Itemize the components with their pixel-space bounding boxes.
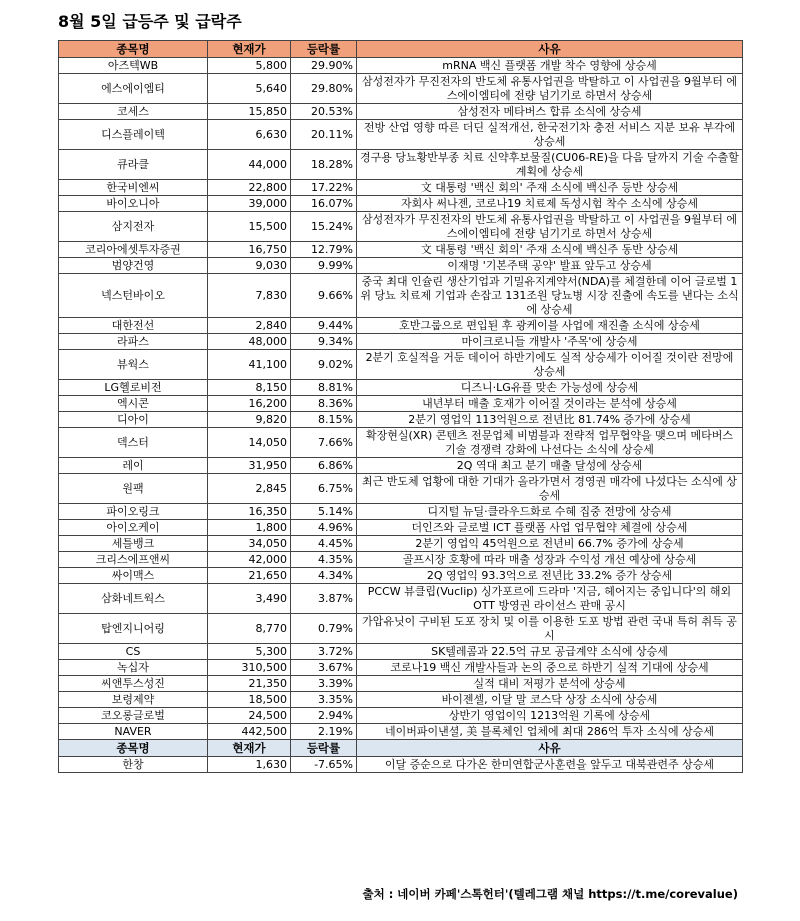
cell-reason: 2분기 호실적을 거둔 데이어 하반기에도 실적 상승세가 이어질 것이란 전망에 상승세 [357,350,743,380]
table-row [59,396,743,412]
cell-name: 에스에이엠티 [59,74,208,104]
cell-price: 5,300 [208,644,291,660]
cell-name: LG헬로비전 [59,380,208,396]
cell-change: 9.44% [291,318,357,334]
table-row [59,692,743,708]
cell-change: 2.19% [291,724,357,740]
cell-change: 4.96% [291,520,357,536]
cell-change: 29.90% [291,58,357,74]
cell-price: 1,800 [208,520,291,536]
cell-reason: 바이젠셀, 이달 말 코스닥 상장 소식에 상승세 [357,692,743,708]
fall-header-row [59,740,743,757]
cell-name: 원팩 [59,474,208,504]
table-row [59,180,743,196]
cell-change: 9.66% [291,274,357,318]
cell-name: NAVER [59,724,208,740]
cell-reason: 삼성전자가 무진전자의 반도체 유통사업권을 박탈하고 이 사업권을 9월부터 에스에이엠티에 전량 넘기기로 하면서 상승세 [357,74,743,104]
cell-change: 17.22% [291,180,357,196]
table-row [59,474,743,504]
cell-name: 뷰웍스 [59,350,208,380]
cell-price: 44,000 [208,150,291,180]
cell-name: 대한전선 [59,318,208,334]
table-row [59,380,743,396]
cell-price: 5,800 [208,58,291,74]
cell-change: 9.99% [291,258,357,274]
cell-reason: 디지털 뉴딜·클라우드화로 수혜 집중 전망에 상승세 [357,504,743,520]
table-row [59,708,743,724]
cell-change: 8.15% [291,412,357,428]
cell-name: 라파스 [59,334,208,350]
cell-change: 3.87% [291,584,357,614]
cell-change: 9.34% [291,334,357,350]
fall-rows [59,740,743,773]
fall-header-price: 현재가 [208,740,291,757]
cell-change: 3.39% [291,676,357,692]
table-row [59,196,743,212]
rise-rows [59,58,743,740]
table-row [59,644,743,660]
cell-price: 2,840 [208,318,291,334]
cell-name: 코오롱글로벌 [59,708,208,724]
cell-name: 싸이맥스 [59,568,208,584]
table-row [59,568,743,584]
cell-name: 큐라클 [59,150,208,180]
cell-reason: 호반그룹으로 편입된 후 광케이블 사업에 재진출 소식에 상승세 [357,318,743,334]
cell-name: 바이오니아 [59,196,208,212]
table-row [59,242,743,258]
table-row [59,724,743,740]
cell-name: 삼지전자 [59,212,208,242]
fall-header-reason: 사유 [357,740,743,757]
cell-name: 보령제약 [59,692,208,708]
table-row [59,350,743,380]
table-row [59,520,743,536]
table-row [59,428,743,458]
cell-reason: 2Q 영업익 93.3억으로 전년比 33.2% 증가 상승세 [357,568,743,584]
table-row [59,274,743,318]
cell-reason: 코로나19 백신 개발사들과 논의 중으로 하반기 실적 기대에 상승세 [357,660,743,676]
table-row [59,458,743,474]
table-row [59,74,743,104]
cell-name: 녹십자 [59,660,208,676]
cell-name: 범양건영 [59,258,208,274]
cell-reason: 文 대통령 '백신 회의' 주재 소식에 백신주 동반 상승세 [357,242,743,258]
table-row [59,150,743,180]
cell-name: 삼화네트웍스 [59,584,208,614]
header-price: 현재가 [208,41,291,58]
cell-price: 21,650 [208,568,291,584]
cell-change: 29.80% [291,74,357,104]
cell-name: 디아이 [59,412,208,428]
cell-name: 탑엔지니어링 [59,614,208,644]
cell-name: 코세스 [59,104,208,120]
cell-reason: mRNA 백신 플랫폼 개발 착수 영향에 상승세 [357,58,743,74]
cell-reason: 가압유닛이 구비된 도포 장치 및 이를 이용한 도포 방법 관련 국내 특허 취득 공시 [357,614,743,644]
cell-price: 9,820 [208,412,291,428]
cell-reason: 마이크로니들 개발사 '주목'에 상승세 [357,334,743,350]
cell-price: 16,750 [208,242,291,258]
fall-header-name: 종목명 [59,740,208,757]
table-row [59,536,743,552]
table-row [59,334,743,350]
cell-price: 16,350 [208,504,291,520]
cell-reason: 전방 산업 영향 따른 더딘 실적개선, 한국전기차 충전 서비스 지분 보유 부각에 상승세 [357,120,743,150]
cell-change: 0.79% [291,614,357,644]
cell-change: 6.75% [291,474,357,504]
cell-name: 디스플레이텍 [59,120,208,150]
cell-change: 2.94% [291,708,357,724]
cell-reason: 2분기 영업익 113억원으로 전년比 81.74% 증가에 상승세 [357,412,743,428]
cell-reason: 디즈니·LG유플 맞손 가능성에 상승세 [357,380,743,396]
cell-change: 5.14% [291,504,357,520]
table-row [59,614,743,644]
stock-table [58,40,743,773]
cell-price: 42,000 [208,552,291,568]
table-row [59,258,743,274]
cell-name: 크리스에프앤씨 [59,552,208,568]
cell-name: 넥스턴바이오 [59,274,208,318]
cell-reason: 2분기 영업익 45억원으로 전년비 66.7% 증가에 상승세 [357,536,743,552]
cell-reason: 경구용 당뇨황반부종 치료 신약후보물질(CU06-RE)을 다음 달까지 기술 수출할 계획에 상승세 [357,150,743,180]
cell-change: 4.45% [291,536,357,552]
cell-change: 6.86% [291,458,357,474]
cell-change: 8.81% [291,380,357,396]
cell-reason: 네이버파이낸셜, 美 블록체인 업체에 최대 286억 투자 소식에 상승세 [357,724,743,740]
cell-change: 8.36% [291,396,357,412]
cell-reason: 실적 대비 저평가 분석에 상승세 [357,676,743,692]
cell-name: 파이오링크 [59,504,208,520]
cell-reason: 중국 최대 인슐린 생산기업과 기밀유지계약서(NDA)를 체결한데 이어 글로벌 1위 당뇨 치료제 기업과 손잡고 131조원 당뇨병 시장 진출에 속도를 낸다는 소식에 상승세 [357,274,743,318]
cell-price: 31,950 [208,458,291,474]
source-note: 출처 : 네이버 카페'스톡헌터'(텔레그램 채널 https://t.me/corevalue) [362,887,738,901]
header-reason: 사유 [357,41,743,58]
cell-name: 엑시콘 [59,396,208,412]
cell-price: 24,500 [208,708,291,724]
cell-price: 41,100 [208,350,291,380]
table-row [59,120,743,150]
cell-price: 48,000 [208,334,291,350]
cell-price: 39,000 [208,196,291,212]
cell-change: 12.79% [291,242,357,258]
table-row [59,58,743,74]
cell-price: 8,150 [208,380,291,396]
cell-name: 한창 [59,757,208,773]
cell-price: 2,845 [208,474,291,504]
table-row [59,676,743,692]
cell-price: 15,850 [208,104,291,120]
cell-name: 코리아에셋투자증권 [59,242,208,258]
cell-price: 6,630 [208,120,291,150]
cell-price: 14,050 [208,428,291,458]
cell-reason: 이재명 '기본주택 공약' 발표 앞두고 상승세 [357,258,743,274]
table-row [59,552,743,568]
cell-change: 16.07% [291,196,357,212]
header-row [59,41,743,58]
cell-name: 덱스터 [59,428,208,458]
cell-reason: 더인즈와 글로벌 ICT 플랫폼 사업 업무협약 체결에 상승세 [357,520,743,536]
cell-name: 세틀뱅크 [59,536,208,552]
cell-name: 한국비엔씨 [59,180,208,196]
cell-reason: PCCW 뷰클립(Vuclip) 싱가포르에 드라마 '지금, 헤어지는 중입니다'의 해외 OTT 방영권 라이선스 판매 공시 [357,584,743,614]
cell-price: 7,830 [208,274,291,318]
table-row [59,757,743,773]
cell-change: 20.53% [291,104,357,120]
page-title: 8월 5일 급등주 및 급락주 [58,12,242,31]
cell-name: 아즈텍WB [59,58,208,74]
table-row [59,318,743,334]
cell-change: 3.67% [291,660,357,676]
cell-price: 3,490 [208,584,291,614]
cell-price: 16,200 [208,396,291,412]
cell-change: 9.02% [291,350,357,380]
cell-reason: 文 대통령 '백신 회의' 주재 소식에 백신주 등반 상승세 [357,180,743,196]
table-row [59,584,743,614]
table-row [59,412,743,428]
cell-change: -7.65% [291,757,357,773]
table-row [59,504,743,520]
cell-change: 7.66% [291,428,357,458]
cell-reason: 자회사 써나젠, 코로나19 치료제 독성시험 착수 소식에 상승세 [357,196,743,212]
cell-reason: 확장현실(XR) 콘텐츠 전문업체 비범블과 전략적 업무협약을 맺으며 메타버스 기술 경쟁력 강화에 나선다는 소식에 상승세 [357,428,743,458]
cell-price: 9,030 [208,258,291,274]
table-row [59,104,743,120]
cell-reason: 내년부터 매출 호재가 이어질 것이라는 분석에 상승세 [357,396,743,412]
table-row [59,212,743,242]
cell-price: 1,630 [208,757,291,773]
cell-price: 15,500 [208,212,291,242]
cell-price: 442,500 [208,724,291,740]
cell-change: 15.24% [291,212,357,242]
cell-price: 22,800 [208,180,291,196]
cell-price: 310,500 [208,660,291,676]
cell-reason: SK텔레콤과 22.5억 규모 공급계약 소식에 상승세 [357,644,743,660]
cell-change: 4.35% [291,552,357,568]
cell-name: CS [59,644,208,660]
cell-reason: 상반기 영업이익 1213억원 기록에 상승세 [357,708,743,724]
cell-price: 21,350 [208,676,291,692]
cell-name: 레이 [59,458,208,474]
cell-reason: 최근 반도체 업황에 대한 기대가 올라가면서 경영권 매각에 나섰다는 소식에 상승세 [357,474,743,504]
cell-change: 18.28% [291,150,357,180]
cell-change: 3.35% [291,692,357,708]
cell-reason: 삼성전자 메타버스 합류 소식에 상승세 [357,104,743,120]
cell-price: 8,770 [208,614,291,644]
header-change: 등락률 [291,41,357,58]
cell-change: 4.34% [291,568,357,584]
table-row [59,660,743,676]
cell-price: 5,640 [208,74,291,104]
cell-reason: 골프시장 호황에 따라 매출 성장과 수익성 개선 예상에 상승세 [357,552,743,568]
fall-header-change: 등락률 [291,740,357,757]
cell-reason: 삼성전자가 무진전자의 반도체 유통사업권을 박탈하고 이 사업권을 9월부터 에스에이엠티에 전량 넘기기로 하면서 상승세 [357,212,743,242]
cell-name: 아이오케이 [59,520,208,536]
cell-price: 18,500 [208,692,291,708]
cell-change: 3.72% [291,644,357,660]
cell-reason: 이달 증순으로 다가온 한미연합군사훈련을 앞두고 대북관련주 상승세 [357,757,743,773]
cell-reason: 2Q 역대 최고 분기 매출 달성에 상승세 [357,458,743,474]
cell-name: 씨앤투스성진 [59,676,208,692]
cell-change: 20.11% [291,120,357,150]
header-name: 종목명 [59,41,208,58]
cell-price: 34,050 [208,536,291,552]
